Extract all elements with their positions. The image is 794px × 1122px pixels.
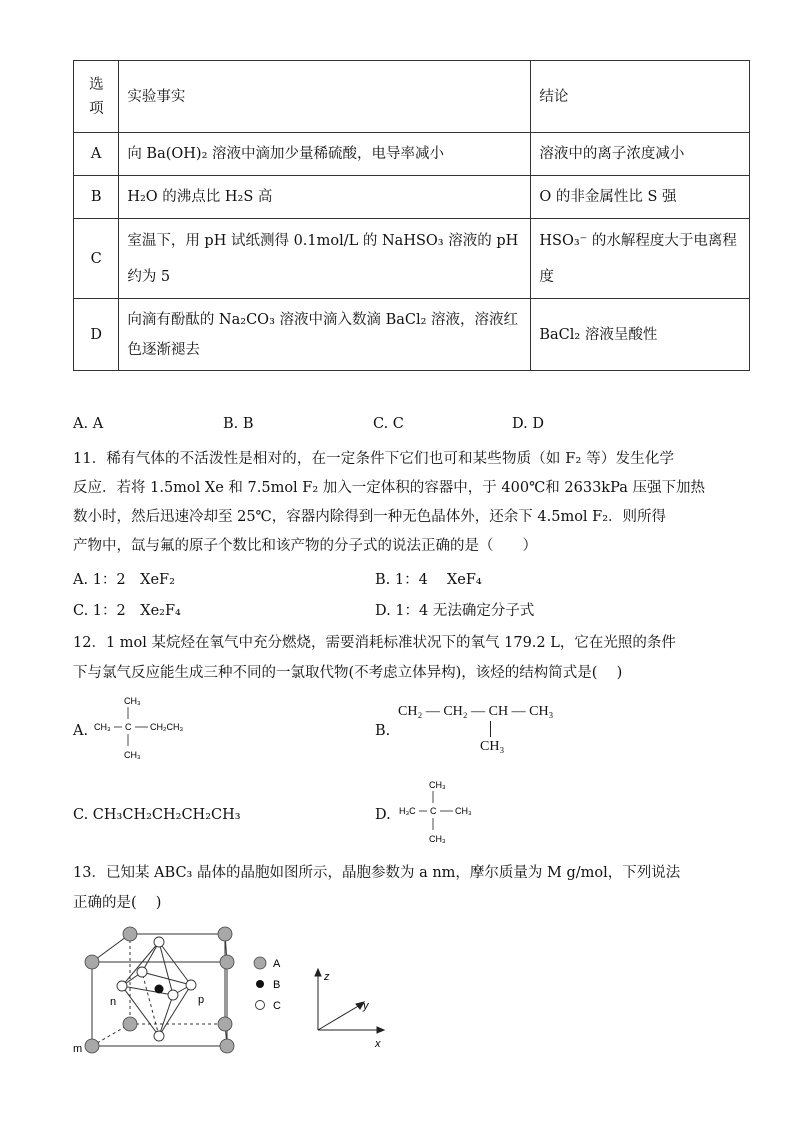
q11-stem-line: 11．稀有气体的不活泼性是相对的，在一定条件下它们也可和某些物质（如 F₂ 等）发生化学 (73, 451, 675, 467)
table-row (74, 133, 750, 176)
atom-a (218, 1017, 232, 1031)
q11-stem-line: 产物中，氙与氟的原子个数比和该产物的分子式的说法正确的是（ ） (73, 538, 537, 554)
group-top: CH₃ (124, 696, 141, 706)
q12-option-b-main-chain: CH₂ — CH₂ — CH — CH₃ (398, 704, 554, 719)
row-option: D (74, 299, 119, 371)
row-conclusion: BaCl₂ 溶液呈酸性 (531, 299, 750, 371)
row-conclusion: O 的非金属性比 S 强 (531, 176, 750, 219)
q11-option-b[interactable]: B. 1：4 XeF₄ (375, 572, 482, 588)
header-fact: 实验事实 (119, 61, 531, 133)
branch-bond (490, 721, 491, 737)
q11-option-c[interactable]: C. 1：2 Xe₂F₄ (73, 603, 181, 619)
q12-stem-line: 下与氯气反应能生成三种不同的一氯取代物(不考虑立体异构)，该烃的结构简式是( ) (73, 665, 623, 681)
row-conclusion: HSO₃⁻ 的水解程度大于电离程度 (531, 219, 750, 299)
row-option: B (74, 176, 119, 219)
q12-option-b-branch: CH₃ (480, 739, 505, 754)
q12-option-b-label: B. (375, 723, 391, 739)
legend-b-marker (256, 980, 264, 988)
axis-y-label: y (363, 1000, 369, 1012)
atom-a (85, 1039, 99, 1053)
row-fact: H₂O 的沸点比 H₂S 高 (119, 176, 531, 219)
q11-option-a[interactable]: A. 1：2 XeF₂ (73, 572, 175, 588)
atom-c (154, 937, 164, 947)
q12-option-d-label: D. (375, 807, 391, 823)
legend (254, 957, 281, 1012)
atom-a (220, 1039, 234, 1053)
legend-a-label: A (273, 958, 281, 970)
legend-b-label: B (273, 979, 281, 991)
q12-option-a-structure (90, 690, 210, 770)
q12-option-a-label: A. (73, 723, 89, 739)
header-conclusion: 结论 (531, 61, 750, 133)
row-option: A (74, 133, 119, 176)
q10-choice-b[interactable]: B. B (223, 416, 254, 432)
group-top: CH₃ (429, 780, 446, 790)
row-conclusion: 溶液中的离子浓度减小 (531, 133, 750, 176)
group-right: CH₂CH₃ (150, 722, 184, 732)
table-row (74, 299, 750, 371)
q11-option-d[interactable]: D. 1：4 无法确定分子式 (375, 603, 535, 619)
q12-option-c[interactable]: C. CH₃CH₂CH₂CH₂CH₃ (73, 807, 241, 823)
q11-stem-line: 数小时，然后迅速冷却至 25℃，容器内除得到一种无色晶体外，还余下 4.5mol F₂．则所得 (73, 509, 667, 525)
group-bottom: CH₃ (429, 834, 446, 844)
label-m: m (73, 1043, 83, 1055)
row-fact: 向滴有酚酞的 Na₂CO₃ 溶液中滴入数滴 BaCl₂ 溶液，溶液红色逐渐褪去 (119, 299, 531, 371)
table-row (74, 219, 750, 299)
atom-c (168, 990, 178, 1000)
group-right: CH₃ (455, 806, 472, 816)
central-carbon: C (430, 806, 437, 816)
q12-option-d-structure (393, 774, 493, 854)
label-p: p (198, 994, 205, 1006)
q11-stem-line: 反应．若将 1.5mol Xe 和 7.5mol F₂ 加入一定体积的容器中，于 400℃和 2633kPa 压强下加热 (73, 480, 705, 496)
legend-c-marker (256, 1001, 265, 1010)
group-left: H₃C (399, 806, 416, 816)
q10-choice-d[interactable]: D. D (512, 416, 544, 432)
group-bottom: CH₃ (124, 750, 141, 760)
crystal-cell-figure (70, 922, 390, 1057)
q13-stem-line: 正确的是( ) (73, 895, 162, 911)
table-row (74, 176, 750, 219)
atom-a (123, 1017, 137, 1031)
label-n: n (110, 996, 117, 1008)
row-fact: 向 Ba(OH)₂ 溶液中滴加少量稀硫酸，电导率减小 (119, 133, 531, 176)
atom-c (154, 1031, 164, 1041)
atom-a (123, 927, 137, 941)
atom-a (218, 927, 232, 941)
legend-c-label: C (273, 1000, 281, 1012)
group-left: CH₃ (94, 722, 111, 732)
table-header-row (74, 61, 750, 133)
q13-stem-line: 13．已知某 ABC₃ 晶体的晶胞如图所示，晶胞参数为 a nm，摩尔质量为 M g/mol，下列说法 (73, 865, 681, 881)
axis-x-label: x (375, 1038, 381, 1050)
legend-a-marker (254, 957, 266, 969)
atom-c (117, 981, 127, 991)
atom-a (220, 955, 234, 969)
header-option: 选项 (74, 61, 119, 133)
q12-stem-line: 12．1 mol 某烷烃在氧气中充分燃烧，需要消耗标准状况下的氧气 179.2 L，它在光照的条件 (73, 635, 676, 651)
row-option: C (74, 219, 119, 299)
central-carbon: C (125, 722, 132, 732)
q10-choice-c[interactable]: C. C (373, 416, 404, 432)
atom-c (186, 980, 196, 990)
facts-table (73, 60, 750, 371)
atom-b (155, 985, 164, 994)
atom-a (85, 955, 99, 969)
axis-z-label: z (324, 971, 330, 983)
q10-choice-a[interactable]: A. A (73, 416, 104, 432)
atom-c (137, 967, 147, 977)
row-fact: 室温下，用 pH 试纸测得 0.1mol/L 的 NaHSO₃ 溶液的 pH 约为 5 (119, 219, 531, 299)
